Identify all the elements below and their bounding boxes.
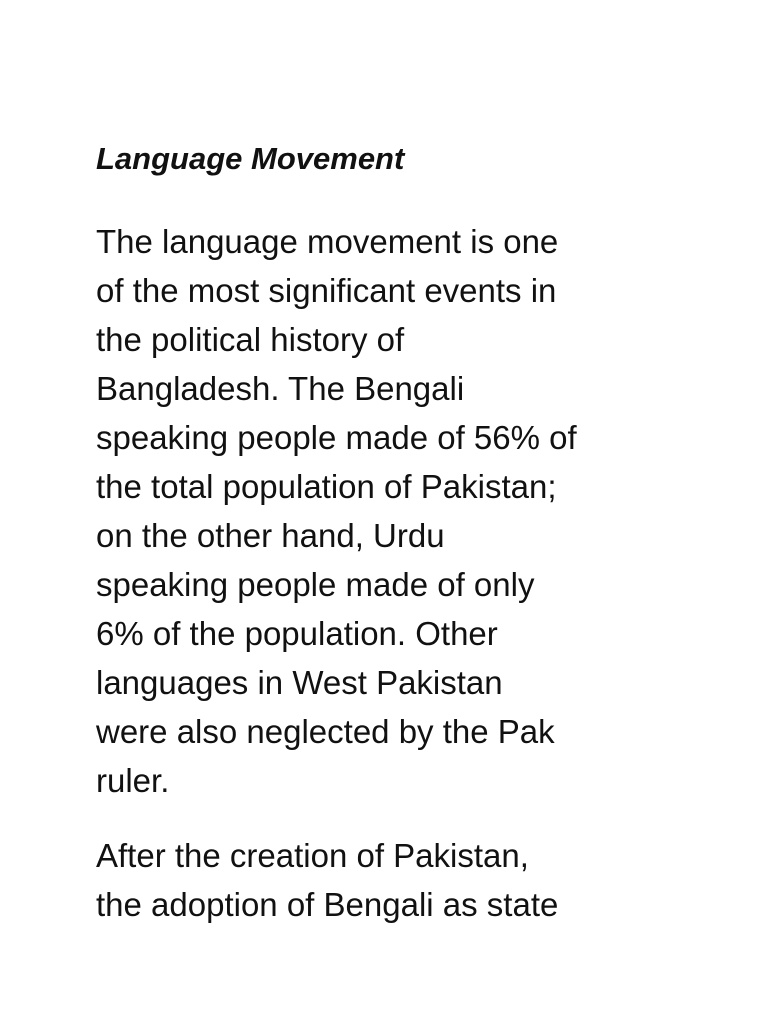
text-line: Bangladesh. The Bengali <box>96 370 465 407</box>
text-line: of the most significant events in <box>96 272 557 309</box>
text-line: languages in West Pakistan <box>96 664 503 701</box>
text-line: 6% of the population. Other <box>96 615 498 652</box>
text-line: The language movement is one <box>96 223 559 260</box>
paragraph-1 <box>96 217 577 805</box>
text-line: were also neglected by the Pak <box>96 713 555 750</box>
text-line: the political history of <box>96 321 405 358</box>
text-line: After the creation of Pakistan, <box>96 837 529 874</box>
section-title: Language Movement <box>96 141 405 176</box>
text-line: the total population of Pakistan; <box>96 468 557 505</box>
text-line: speaking people made of only <box>96 566 535 603</box>
text-line: speaking people made of 56% of <box>96 419 577 456</box>
text-line: ruler. <box>96 762 170 799</box>
text-line: the adoption of Bengali as state <box>96 886 559 923</box>
text-line: on the other hand, Urdu <box>96 517 445 554</box>
paragraph-2 <box>96 831 558 929</box>
